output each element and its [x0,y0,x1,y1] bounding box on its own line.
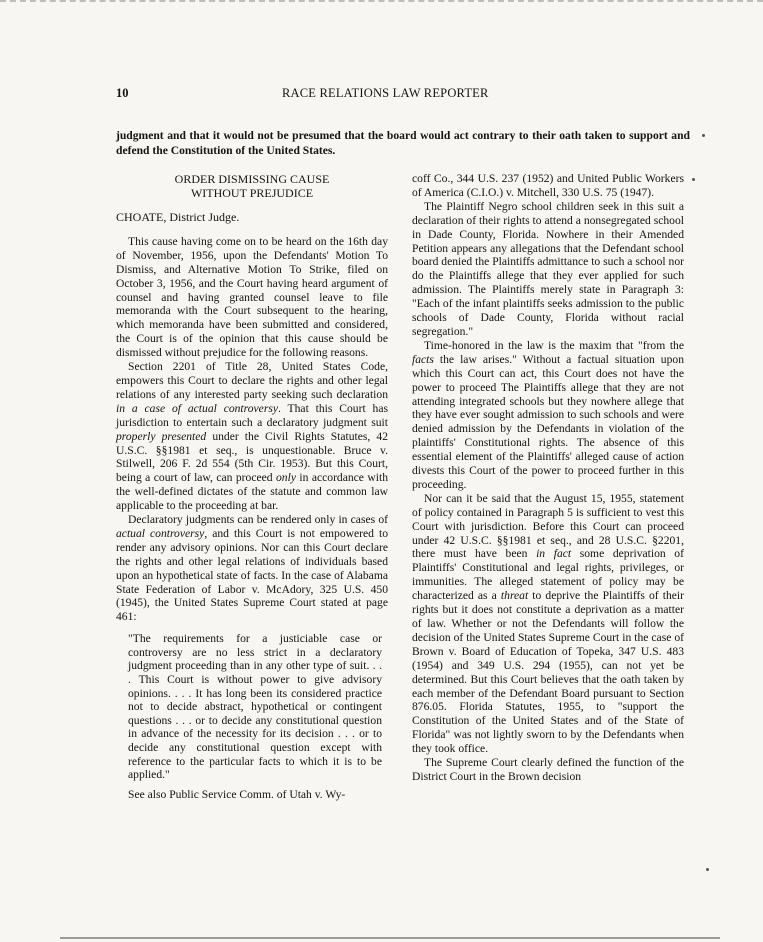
carryover-paragraph: judgment and that it would not be presumed that the board would act contrary to their oath taken to support and defend the Constitution of the United States. [116,129,690,157]
emphasis: in fact [536,547,572,561]
emphasis: actual controversy [116,526,205,540]
paragraph-statement-of-policy [412,492,684,756]
text-run: the law arises." Without a factual situation upon which this Court can act, this Court does not have the power to proceed The Plaintiffs allege that they are not attending integrated schools but they nowhere allege that they have ever sought admission to such schools and were denied admission by the Defendants in violation of the plaintiffs' Constitutional rights. The absence of this essential element of the Plaintiffs' alleged cause of action divests this Court of the power to proceed further in this proceeding. [412,352,684,491]
paragraph-see-also: See also Public Service Comm. of Utah v. Wy- [128,787,346,801]
text-run: Nor can it be said that the August 15, 1955, statement of policy contained in Paragraph 5 is sufficient to vest this Court with jurisdiction. Before this Court can proceed under 42 U.S.C. §§1981 et seq., and 28 U.S.C. §2201, there must have been [412,491,684,561]
text-run: in accordance with the well-defined dictates of the statute and common law applicable to the proceeding at bar. [116,471,388,513]
scan-speck [692,178,695,181]
paragraph-continued-citation: coff Co., 344 U.S. 237 (1952) and United Public Workers of America (C.I.O.) v. Mitchell, 330 U.S. 75 (1947). [412,172,684,199]
paragraph-section-2201 [116,360,388,513]
emphasis: properly presented [116,429,207,443]
text-run: under the Civil Rights Statutes, 42 U.S.C. §§1981 et seq., is unquestionable. Bruce v. Stilwell, 206 F. 2d 554 (5th Cir. 1953). But this Court, being a court of law, can proceed [116,429,388,485]
text-run: Time-honored in the law is the maxim that "from the [424,338,684,352]
emphasis: only [276,471,296,485]
order-heading [116,172,388,200]
paragraph-declaratory-judgments [116,513,388,624]
judge-name: CHOATE, District Judge. [116,210,240,224]
scan-bottom-edge [60,937,720,939]
left-column [116,172,388,802]
text-run: some deprivation of Plaintiffs' Constitutional and legal rights, privileges, or immunities. The alleged statement of policy may be characterized as a [412,547,684,603]
text-run: Declaratory judgments can be rendered only in cases of [128,513,388,527]
text-run: . That this Court has jurisdiction to entertain such a declaratory judgment suit [116,401,388,429]
right-column [412,172,684,784]
paragraph-time-honored [412,339,684,492]
order-heading-line-1: ORDER DISMISSING CAUSE [174,172,330,186]
running-header: RACE RELATIONS LAW REPORTER [282,86,489,100]
paragraph-supreme-court: The Supreme Court clearly defined the function of the District Court in the Brown decision [412,756,684,783]
text-run: Section 2201 of Title 28, United States Code, empowers this Court to declare the rights and other legal relations of any interested party seeking such declaration [116,360,388,401]
block-quote: "The requirements for a justiciable case or controversy are no less strict in a declaratory judgment proceeding than in any other type of suit. . . . This Court is without power to give advisory opinions. . . . It has long been its considered practice not to decide abstract, hypothetical or contingent questions . . . or to decide any constitutional question in advance of the necessity for its decision . . . or to decide any constitutional question except with reference to the particular facts to which it is to be applied." [128,632,382,782]
scan-speck [702,134,705,137]
emphasis: facts [412,352,434,366]
paragraph-intro: This cause having come on to be heard on the 16th day of November, 1956, upon the Defendants' Motion To Dismiss, and Alternative Motion To Strike, filed on October 3, 1956, and the Court having heard argument of counsel and having granted counsel leave to file memoranda with the Court subsequent to the hearing, which memoranda have been submitted and considered, the Court is of the opinion that this cause should be dismissed without prejudice for the following reasons. [116,234,388,360]
emphasis: threat [500,589,529,603]
text-run: , and this Court is not empowered to render any advisory opinions. Nor can this Court declare the rights and other legal relations of individuals based upon an hypothetical state of facts. In the case of Alabama State Federation of Labor v. McAdory, 325 U.S. 450 (1945), the United States Supreme Court stated at page 461: [116,526,388,624]
page-number: 10 [116,86,129,100]
scan-speck [706,868,709,871]
text-run: to deprive the Plaintiffs of their rights but it does not constitute a deprivation as a matter of law. Whether or not the Defendants will follow the decision of the United States Supreme Court in the case of Brown v. Board of Education of Topeka, 347 U.S. 483 (1954) and 349 U.S. 294 (1955), can not yet be determined. But this Court believes that the oath taken by each member of the Defendant Board pursuant to Section 876.05. Florida Statutes, 1955, to "support the Constitution of the United States and of the State of Florida" was not lightly sworn to by the Defendants when they took office. [412,589,684,756]
paragraph-plaintiffs-seek: The Plaintiff Negro school children seek in this suit a declaration of their rights to attend a nonsegregated school in Dade County, Florida. Nowhere in their Amended Petition appears any allegations that the Defendant school board denied the Plaintiffs admittance to such a school nor do the Plaintiffs allege that they ever applied for such admission. The Plaintiffs merely state in Paragraph 3: "Each of the infant plaintiffs seeks admission to the public schools of Dade County, Florida without racial segregation." [412,199,684,338]
emphasis: in a case of actual controversy [116,401,278,415]
scan-top-edge [0,0,763,2]
order-heading-line-2: WITHOUT PREJUDICE [190,186,314,200]
